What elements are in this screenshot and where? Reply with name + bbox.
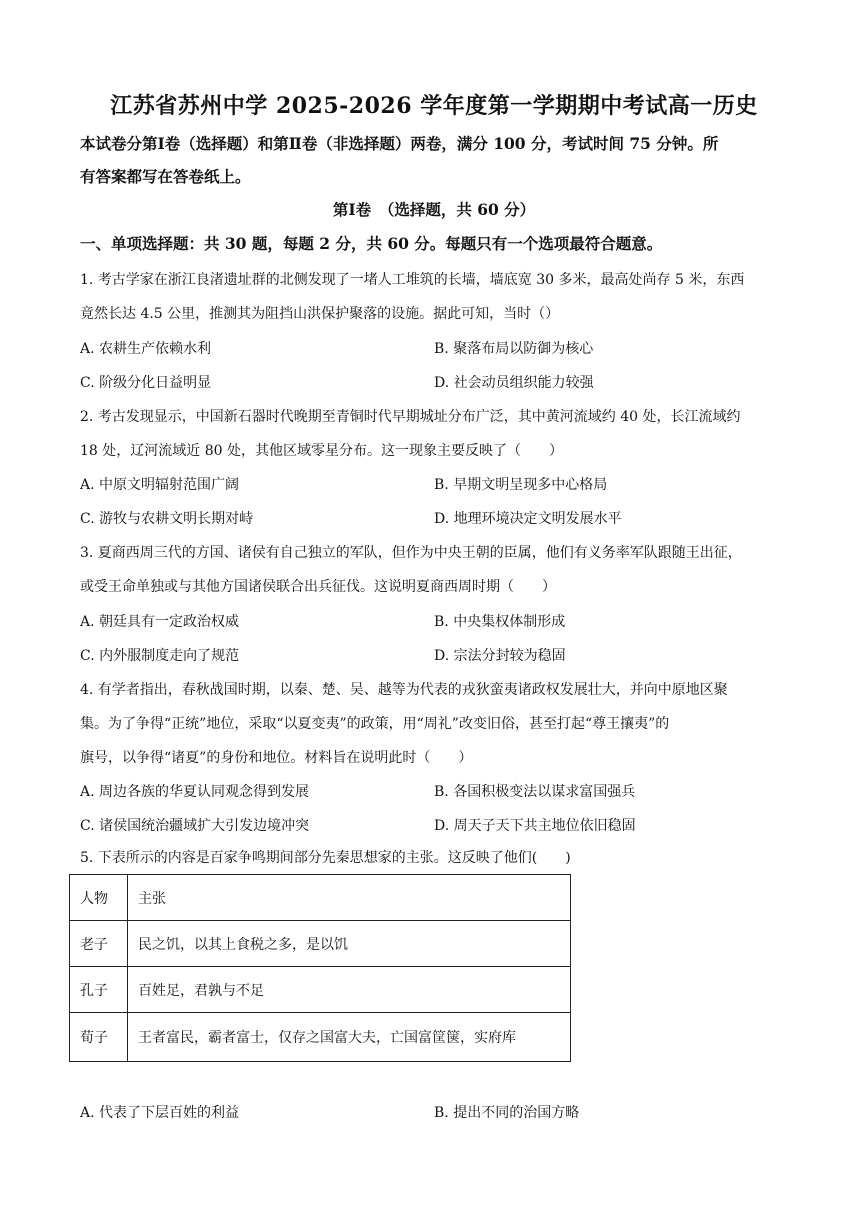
question-2-option-c: C. 游牧与农耕文明长期对峙 <box>80 511 254 527</box>
table-cell-person: 荀子 <box>70 1013 128 1062</box>
table-header-row <box>70 875 571 921</box>
question-4-option-a: A. 周边各族的华夏认同观念得到发展 <box>80 784 310 800</box>
question-4-line-3: 旗号，以争得“诸夏”的身份和地位。材料旨在说明此时（ ） <box>80 750 473 766</box>
question-4-option-d: D. 周天子天下共主地位依旧稳固 <box>434 818 636 834</box>
question-1-option-d: D. 社会动员组织能力较强 <box>434 375 594 391</box>
question-2-option-b: B. 早期文明呈现多中心格局 <box>434 477 608 493</box>
question-1-option-c: C. 阶级分化日益明显 <box>80 375 212 391</box>
thinkers-table <box>69 874 571 1062</box>
table-row <box>70 1013 571 1062</box>
question-1-option-a: A. 农耕生产依赖水利 <box>80 341 212 357</box>
question-1-line-2: 竟然长达 4.5 公里，推测其为阻挡山洪保护聚落的设施。据此可知，当时（） <box>80 306 560 322</box>
table-cell-person: 老子 <box>70 921 128 967</box>
table-cell-person: 孔子 <box>70 967 128 1013</box>
intro-line-1: 本试卷分第Ⅰ卷（选择题）和第Ⅱ卷（非选择题）两卷，满分 100 分，考试时间 75 分钟。所 <box>80 134 719 153</box>
table-cell-claim: 民之饥，以其上食税之多，是以饥 <box>128 921 571 967</box>
question-4-option-c: C. 诸侯国统治疆域扩大引发边境冲突 <box>80 818 310 834</box>
question-2-line-1: 2. 考古发现显示，中国新石器时代晚期至青铜时代早期城址分布广泛，其中黄河流域约 40 处，长江流域约 <box>80 409 741 425</box>
question-3-option-d: D. 宗法分封较为稳固 <box>434 648 566 664</box>
table-cell-claim: 百姓足，君孰与不足 <box>128 967 571 1013</box>
question-3-option-a: A. 朝廷具有一定政治权威 <box>80 614 240 630</box>
question-3-line-2: 或受王命单独或与其他方国诸侯联合出兵征伐。这说明夏商西周时期（ ） <box>80 579 556 595</box>
question-5-option-a: A. 代表了下层百姓的利益 <box>80 1105 240 1121</box>
table-header-cell: 主张 <box>128 875 571 921</box>
question-2-option-d: D. 地理环境决定文明发展水平 <box>434 511 622 527</box>
question-5-line-1: 5. 下表所示的内容是百家争鸣期间部分先秦思想家的主张。这反映了他们( ) <box>80 850 571 866</box>
part-heading: 一、单项选择题：共 30 题，每题 2 分，共 60 分。每题只有一个选项最符合题意。 <box>80 234 663 253</box>
table-cell-claim: 王者富民，霸者富士，仅存之国富大夫，亡国富筐箧，实府库 <box>128 1013 571 1062</box>
question-1-option-b: B. 聚落布局以防御为核心 <box>434 341 594 357</box>
intro-line-2: 有答案都写在答卷纸上。 <box>80 167 251 186</box>
exam-title: 江苏省苏州中学 2025-2026 学年度第一学期期中考试高一历史 <box>110 93 758 119</box>
question-3-line-1: 3. 夏商西周三代的方国、诸侯有自己独立的军队，但作为中央王朝的臣属，他们有义务率军队跟随王出征， <box>80 545 742 561</box>
question-1-line-1: 1. 考古学家在浙江良渚遗址群的北侧发现了一堵人工堆筑的长墙，墙底宽 30 多米，最高处尚存 5 米，东西 <box>80 272 745 288</box>
table-row <box>70 967 571 1013</box>
question-3-option-c: C. 内外服制度走向了规范 <box>80 648 240 664</box>
question-3-option-b: B. 中央集权体制形成 <box>434 614 566 630</box>
question-4-line-2: 集。为了争得“正统”地位，采取“以夏变夷”的政策，用“周礼”改变旧俗，甚至打起“尊王攘夷”的 <box>80 716 670 732</box>
question-2-line-2: 18 处，辽河流域近 80 处，其他区域零星分布。这一现象主要反映了（ ） <box>80 443 563 459</box>
table-header-cell: 人物 <box>70 875 128 921</box>
question-2-option-a: A. 中原文明辐射范围广阔 <box>80 477 240 493</box>
question-4-option-b: B. 各国积极变法以谋求富国强兵 <box>434 784 636 800</box>
section-heading: 第Ⅰ卷 （选择题，共 60 分） <box>332 200 536 219</box>
question-4-line-1: 4. 有学者指出，春秋战国时期，以秦、楚、吴、越等为代表的戎狄蛮夷诸政权发展壮大，并向中原地区聚 <box>80 682 728 698</box>
table-row <box>70 921 571 967</box>
question-5-option-b: B. 提出不同的治国方略 <box>434 1105 580 1121</box>
